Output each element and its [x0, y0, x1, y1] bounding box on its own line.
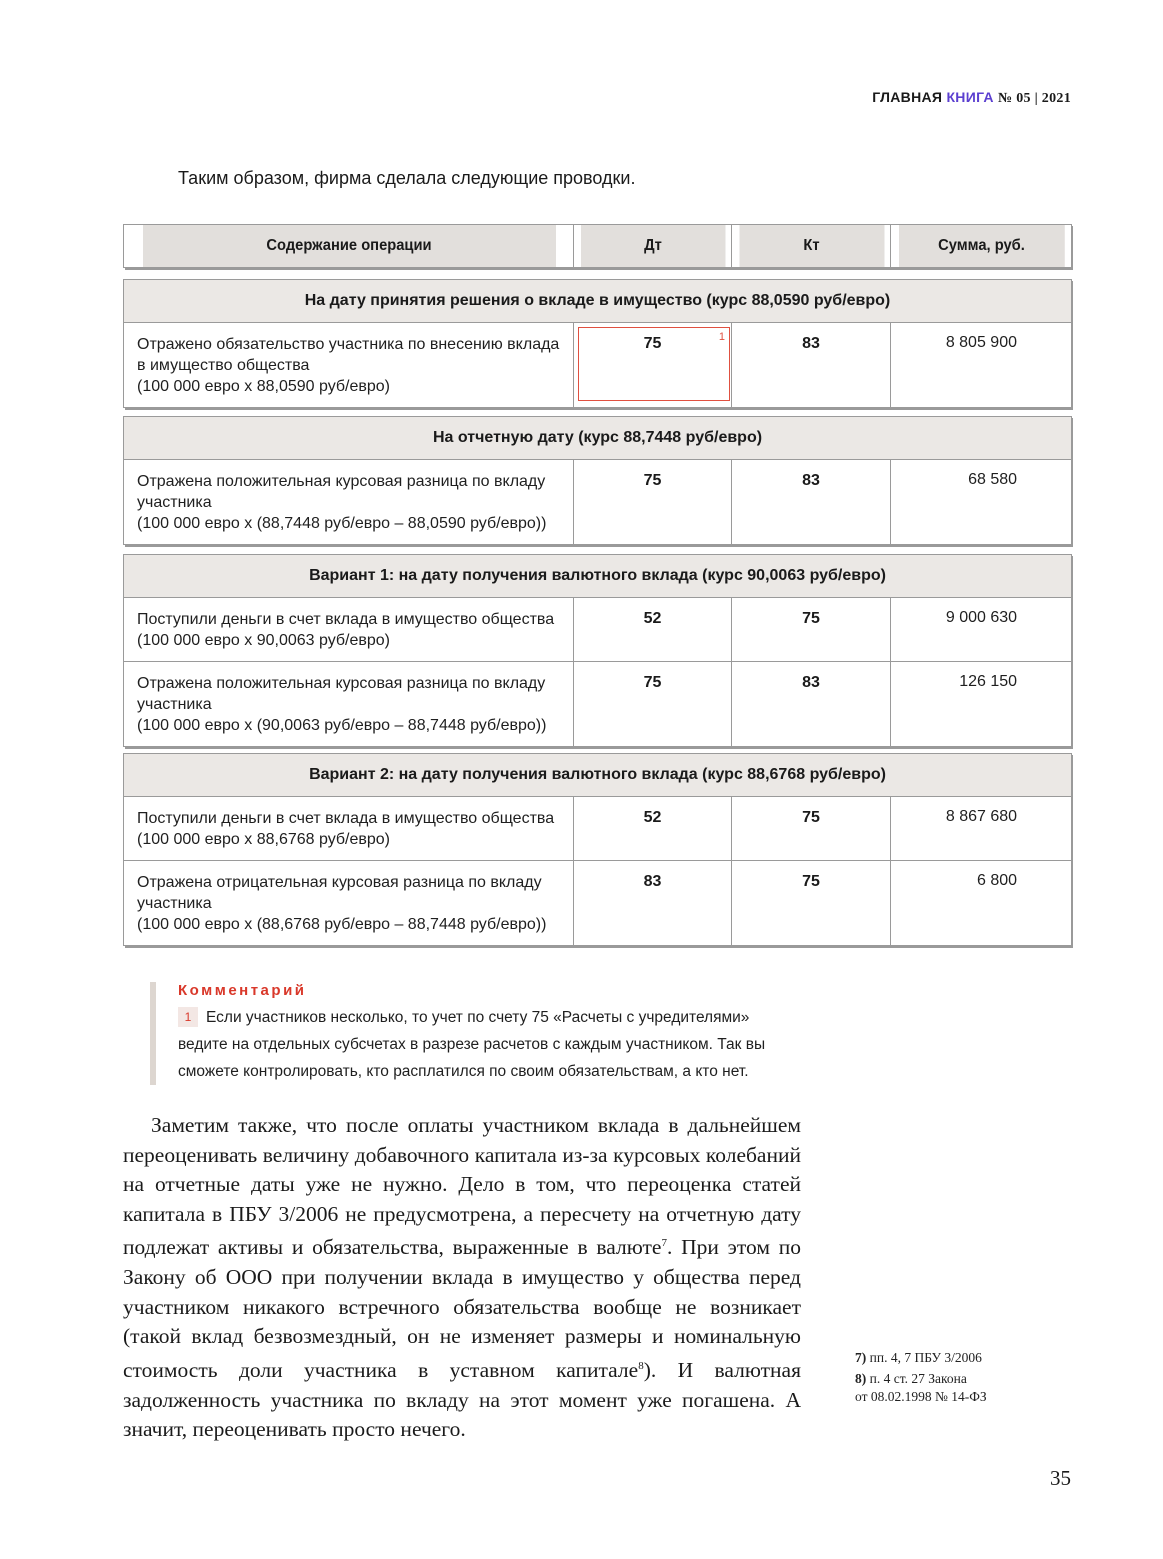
row-debit: 52	[574, 797, 732, 861]
footnote-ref-7: 7	[661, 1237, 667, 1250]
comment-title: Комментарий	[178, 982, 307, 999]
row-credit: 83	[732, 662, 891, 747]
masthead-brand-2: КНИГА	[946, 89, 994, 105]
row-debit: 52	[574, 598, 732, 662]
row-debit: 83	[574, 861, 732, 946]
table-row	[124, 797, 1072, 861]
row-sum: 8 805 900	[891, 323, 1072, 408]
row-description: Поступили деньги в счет вклада в имущество общества (100 000 евро х 90,0063 руб/евро)	[124, 598, 574, 662]
row-sum: 8 867 680	[891, 797, 1072, 861]
table-section-4	[123, 753, 1071, 946]
row-credit: 83	[732, 323, 891, 408]
row-description: Поступили деньги в счет вклада в имущество общества (100 000 евро х 88,6768 руб/евро)	[124, 797, 574, 861]
row-credit: 83	[732, 460, 891, 545]
section-title: На отчетную дату (курс 88,7448 руб/евро)	[124, 417, 1072, 460]
row-sum: 126 150	[891, 662, 1072, 747]
row-sum: 9 000 630	[891, 598, 1072, 662]
row-debit: 75	[574, 662, 732, 747]
footnote-8: 8) п. 4 ст. 27 Закона от 08.02.1998 № 14-ФЗ	[855, 1371, 987, 1404]
footnote-ref-8: 8	[638, 1359, 644, 1372]
table-row	[124, 323, 1072, 408]
header-debit: Дт	[580, 225, 725, 268]
annotation-box	[578, 327, 730, 401]
body-paragraph: Заметим также, что после оплаты участником вклада в дальнейшем переоценивать величину добавочного капитала из-за курсовых колебаний на отчетные даты уже не нужно. Дело в том, что переоценка статей капитала в ПБУ 3/2006 не предусмотрена, а пересчету на отчетную дату подлежат активы и обязательства, выраженные в валюте$^7$. При этом по Закону об ООО при получении вклада в имущество у общества перед участником никакого встречного обязательства вообще не возникает (такой вклад безвозмездный, он не изменяет размеры и номинальную стоимость доли участника в уставном капитале$^8$). И валютная задолженность участника по вкладу на этот момент уже погашена. А значит, переоценивать просто нечего.	[123, 1113, 801, 1442]
comment-body: 1 Если участников несколько, то учет по счету 75 «Расчеты с учредителями» ведите на отдельных субсчетах в разрезе расчетов с каждым участником. Так вы сможете контролировать, кто расплатился по своим обязательствам, а кто нет.	[178, 1009, 766, 1080]
table-section-3	[123, 554, 1071, 747]
header-credit: Кт	[738, 225, 884, 268]
row-description: Отражена положительная курсовая разница по вкладу участника (100 000 евро х (88,7448 руб/евро – 88,0590 руб/евро))	[124, 460, 574, 545]
comment-badge: 1	[178, 1007, 198, 1027]
table-section-1	[123, 279, 1071, 408]
masthead	[872, 89, 1071, 107]
annotation-marker: 1	[718, 331, 725, 343]
page-number: 35	[1050, 1466, 1071, 1490]
section-title: Вариант 1: на дату получения валютного вклада (курс 90,0063 руб/евро)	[124, 555, 1072, 598]
table-row	[124, 662, 1072, 747]
row-debit: 75	[574, 460, 732, 545]
row-credit: 75	[732, 861, 891, 946]
table-row	[124, 861, 1072, 946]
section-title: На дату принятия решения о вкладе в имущество (курс 88,0590 руб/евро)	[124, 280, 1072, 323]
row-description: Отражено обязательство участника по внесению вклада в имущество общества (100 000 евро х 88,0590 руб/евро)	[124, 323, 574, 408]
section-title: Вариант 2: на дату получения валютного вклада (курс 88,6768 руб/евро)	[124, 754, 1072, 797]
row-credit: 75	[732, 598, 891, 662]
header-sum: Сумма, руб.	[898, 225, 1065, 268]
table-section-2	[123, 416, 1071, 545]
footnotes	[855, 1349, 1075, 1409]
row-credit: 75	[732, 797, 891, 861]
table-header	[123, 224, 1071, 268]
row-debit: 1 75	[574, 323, 732, 408]
row-sum: 68 580	[891, 460, 1072, 545]
table-row	[124, 598, 1072, 662]
comment-box	[150, 982, 818, 1085]
masthead-issue: № 05 | 2021	[998, 91, 1071, 106]
masthead-brand-1: ГЛАВНАЯ	[872, 89, 943, 105]
row-description: Отражена положительная курсовая разница по вкладу участника (100 000 евро х (90,0063 руб/евро – 88,7448 руб/евро))	[124, 662, 574, 747]
intro-text: Таким образом, фирма сделала следующие проводки.	[178, 168, 636, 188]
header-operation: Содержание операции	[142, 225, 556, 268]
footnote-7: 7) пп. 4, 7 ПБУ 3/2006	[855, 1350, 982, 1365]
row-description: Отражена отрицательная курсовая разница по вкладу участника (100 000 евро х (88,6768 руб/евро – 88,7448 руб/евро))	[124, 861, 574, 946]
row-sum: 6 800	[891, 861, 1072, 946]
table-row	[124, 460, 1072, 545]
